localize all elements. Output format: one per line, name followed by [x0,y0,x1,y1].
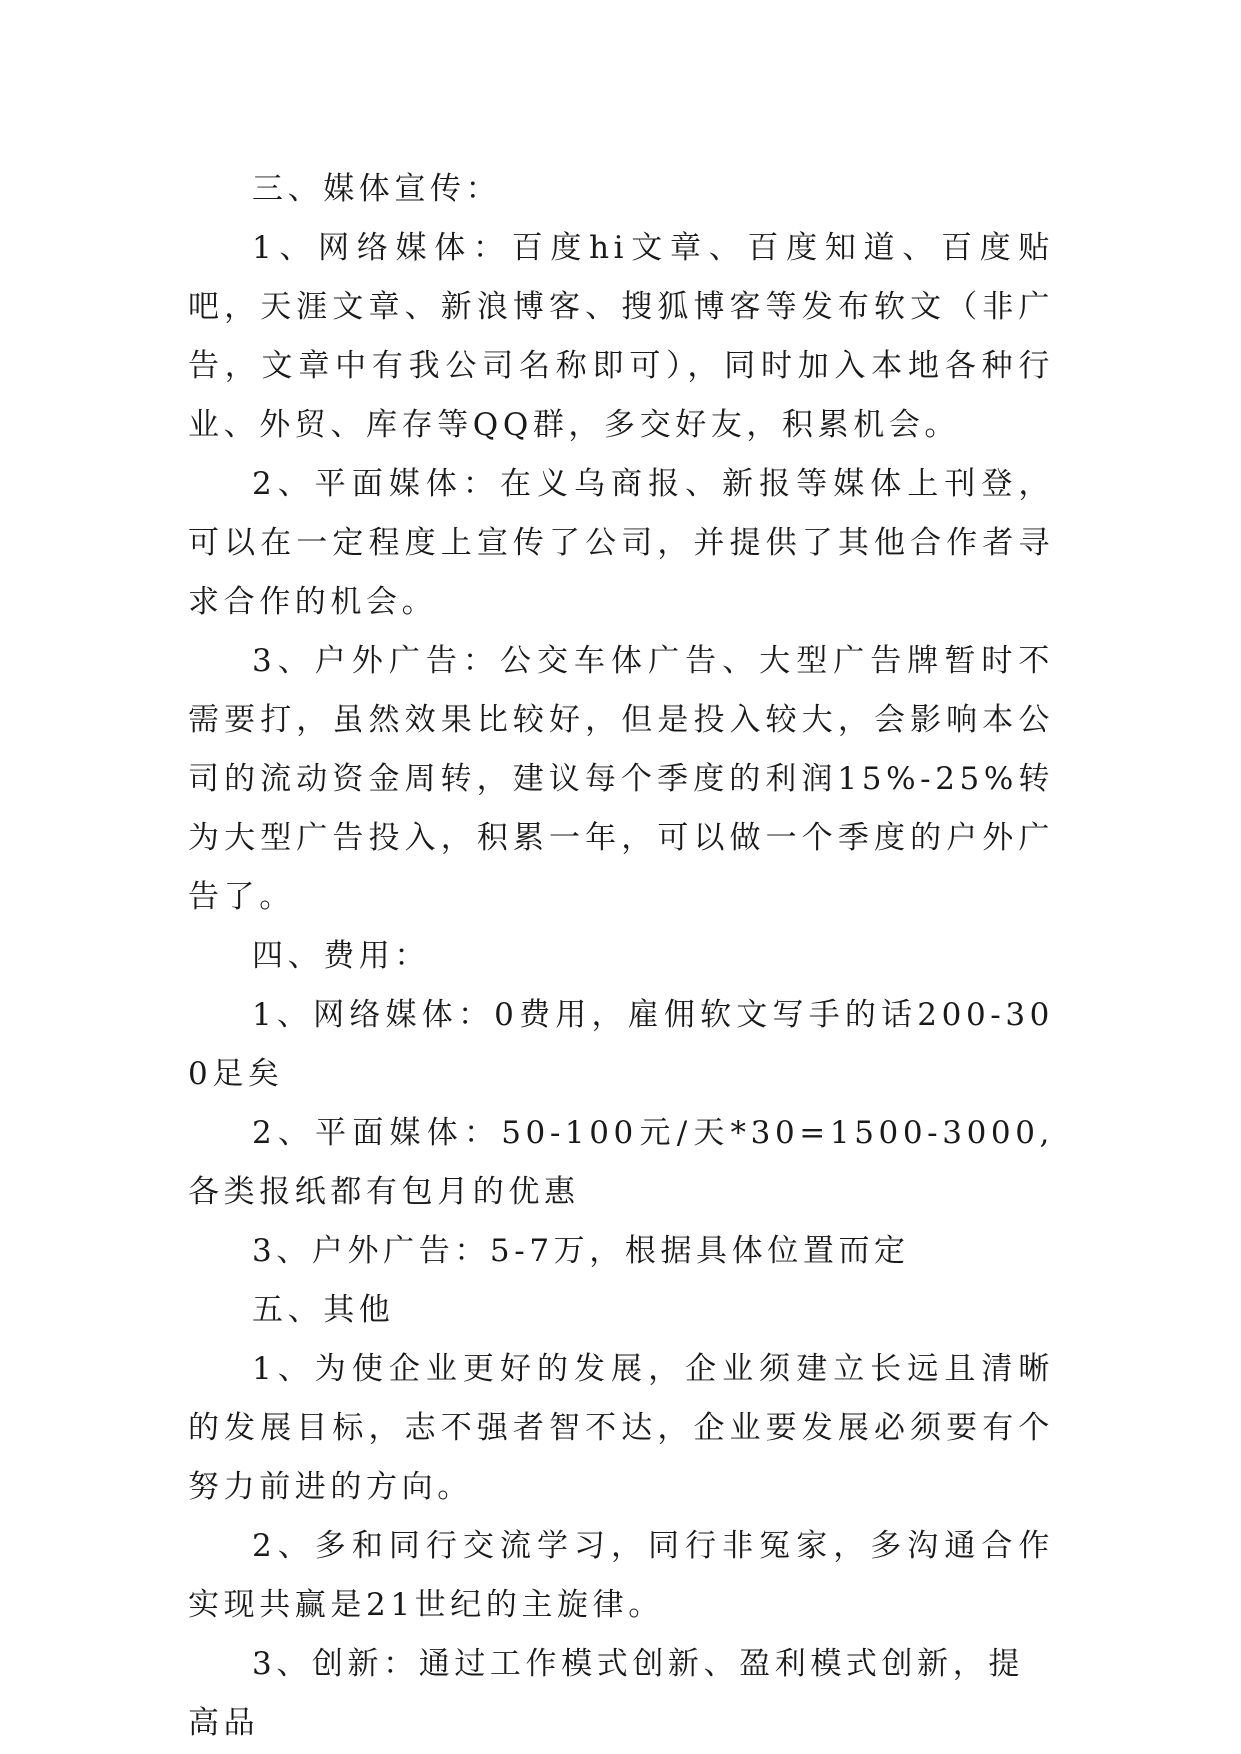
paragraph-cost-outdoor-ads: 3、户外广告：5-7万，根据具体位置而定 [252,1233,910,1269]
paragraph-outdoor-ads: 3、户外广告：公交车体广告、大型广告牌暂时不需要打，虽然效果比较好，但是投入较大，会影响本公司的流动资金周转，建议每个季度的利润15%-25%转为大型广告投入，积累一年，可以做一个季度的户外广告了。 [188,643,1054,915]
paragraph-cost-online-media: 1、网络媒体：0费用，雇佣软文写手的话200-300足矣 [188,997,1054,1092]
document-body [188,160,1054,1753]
paragraph-innovation: 3、创新：通过工作模式创新、盈利模式创新，提高品 [188,1646,1024,1741]
paragraph-development-goals: 1、为使企业更好的发展，企业须建立长远且清晰的发展目标，志不强者智不达，企业要发展必须要有个努力前进的方向。 [188,1351,1054,1505]
paragraph-online-media: 1、网络媒体：百度hi文章、百度知道、百度贴吧，天涯文章、新浪博客、搜狐博客等发布软文（非广告，文章中有我公司名称即可），同时加入本地各种行业、外贸、库存等QQ群，多交好友，积累机会。 [188,230,1054,443]
section-heading-media-promotion: 三、媒体宣传： [252,171,502,207]
paragraph-peer-exchange: 2、多和同行交流学习，同行非冤家，多沟通合作实现共赢是21世纪的主旋律。 [188,1528,1054,1623]
paragraph-cost-print-media: 2、平面媒体：50-100元/天*30=1500-3000,各类报纸都有包月的优惠 [188,1115,1054,1210]
section-heading-other: 五、其他 [252,1292,395,1328]
paragraph-print-media: 2、平面媒体：在义乌商报、新报等媒体上刊登，可以在一定程度上宣传了公司，并提供了其他合作者寻求合作的机会。 [188,466,1054,620]
section-heading-costs: 四、费用： [252,938,430,974]
